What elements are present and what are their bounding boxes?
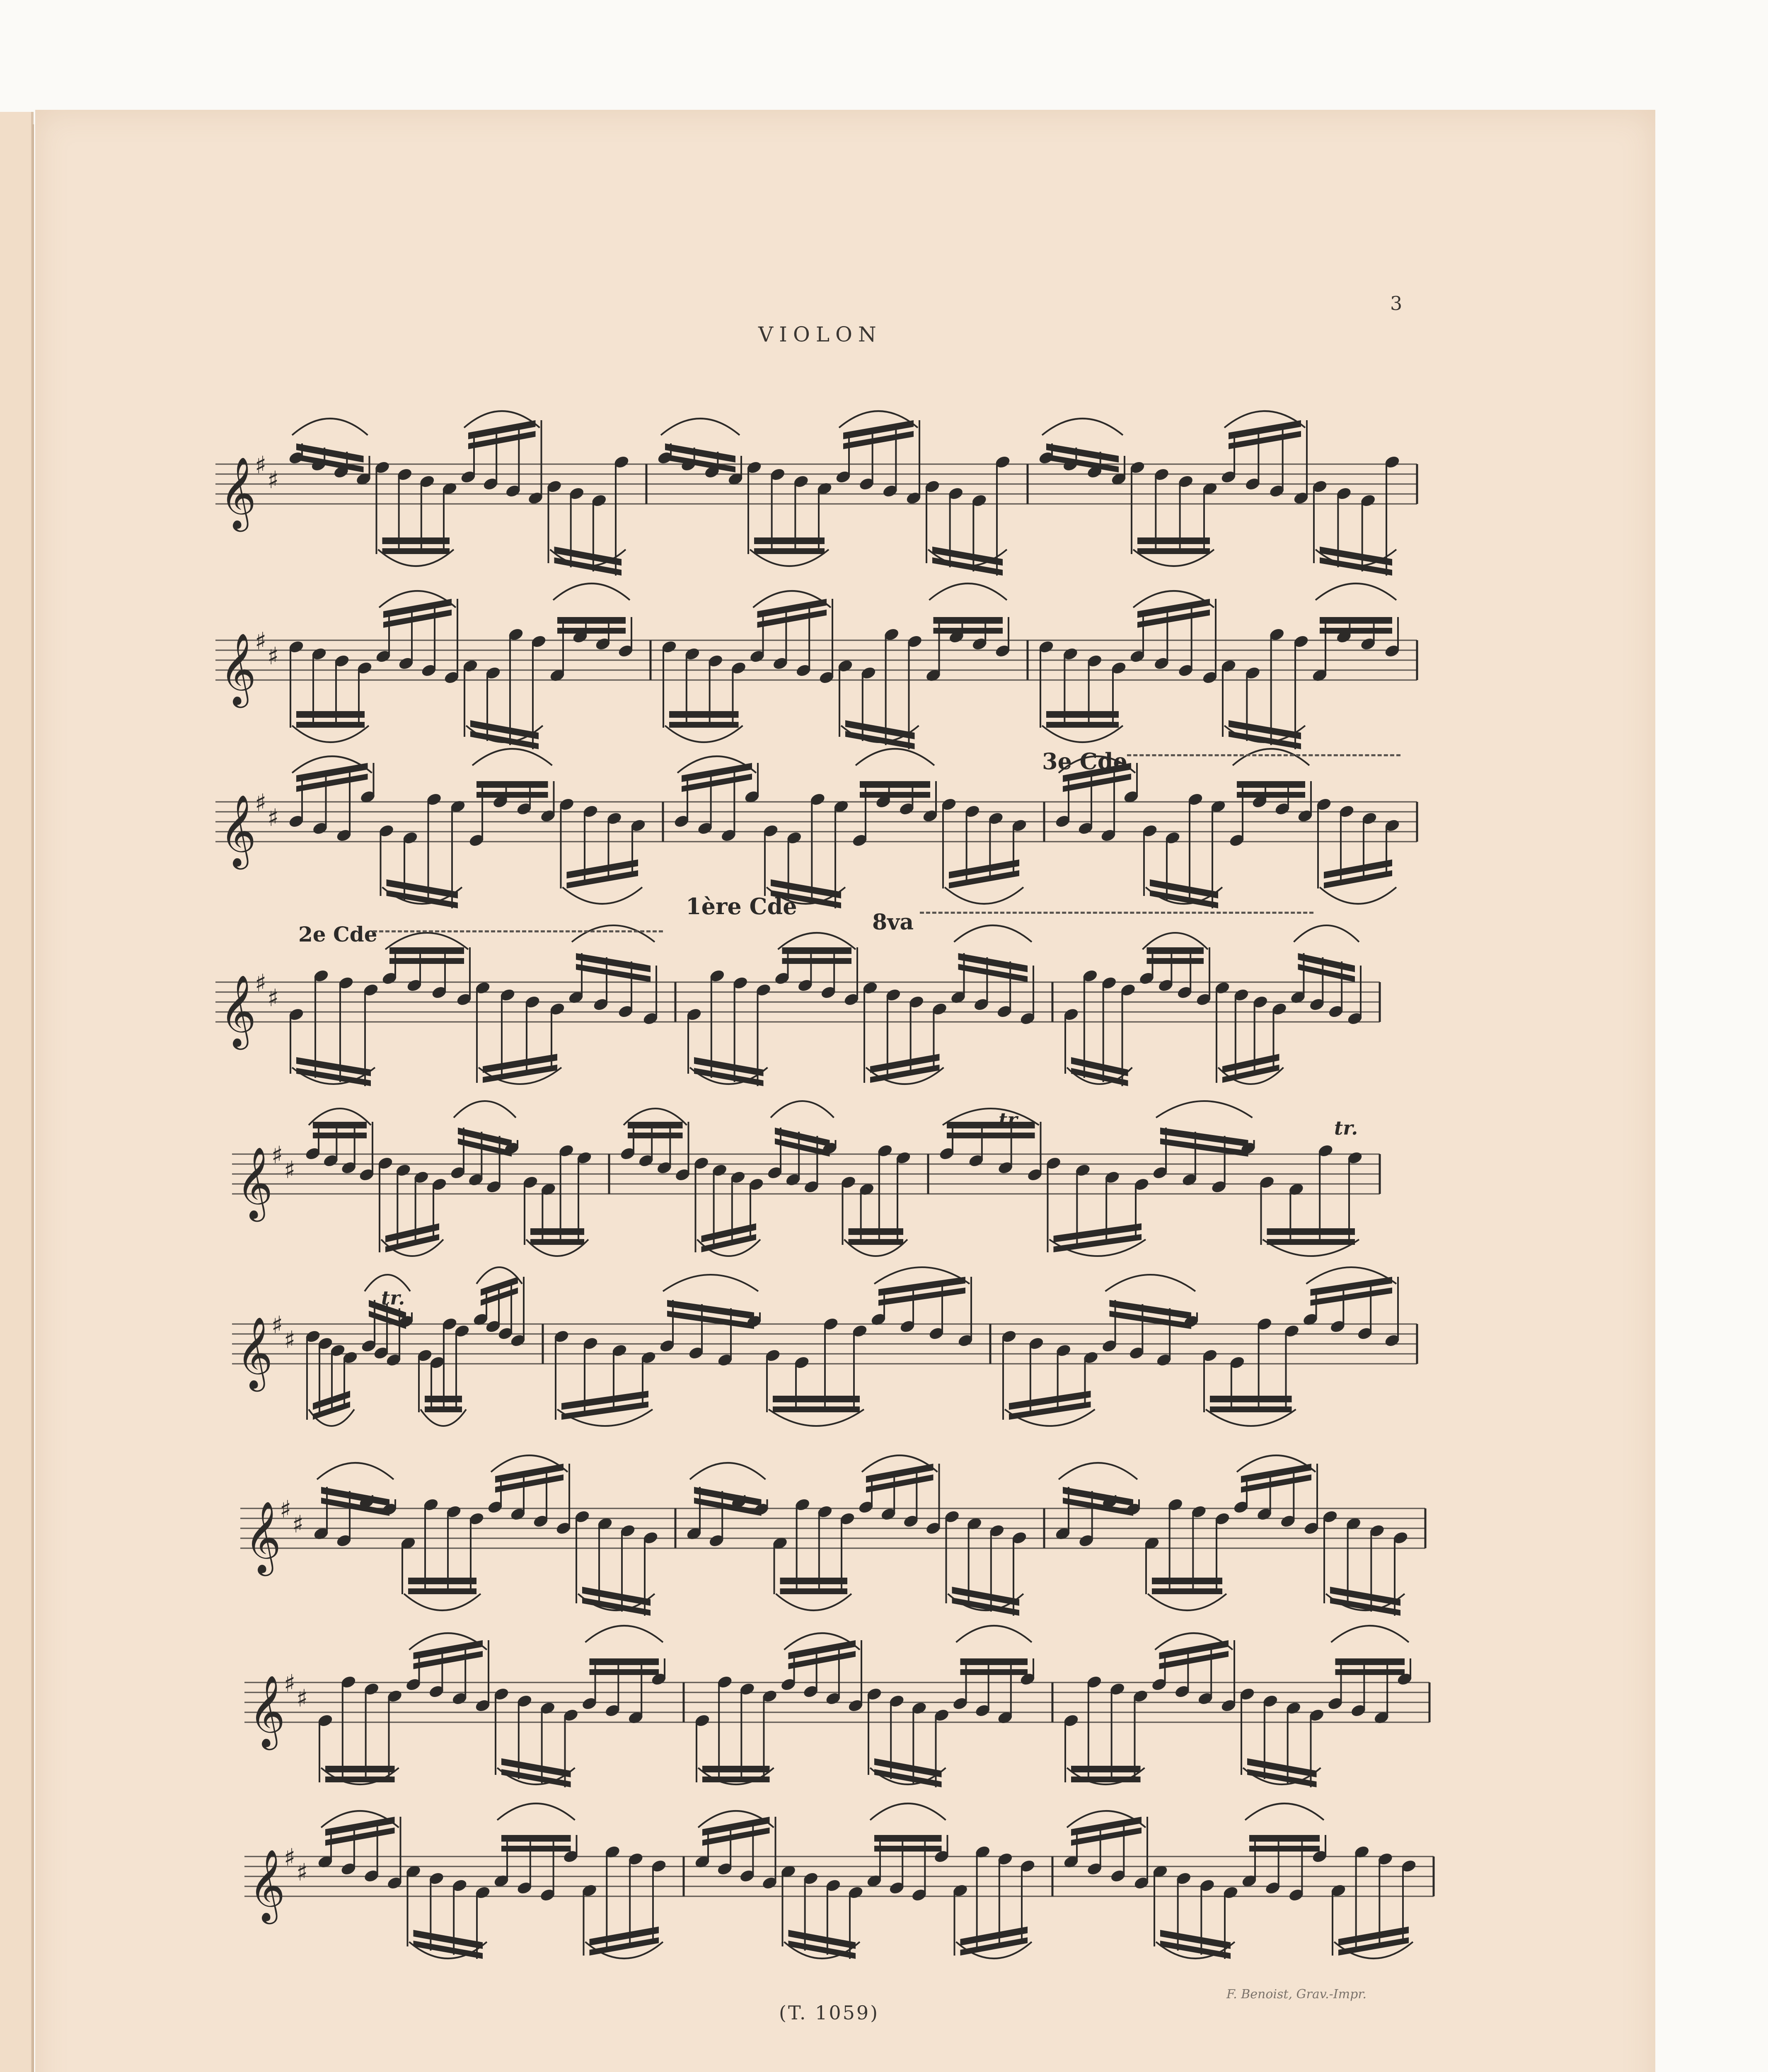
slur bbox=[1156, 1101, 1253, 1118]
note-beam bbox=[325, 1766, 395, 1772]
slur bbox=[954, 925, 1032, 942]
note-beam bbox=[628, 1133, 683, 1138]
note-beam bbox=[773, 1406, 860, 1412]
octave-marking: 8va bbox=[872, 910, 914, 935]
note-beam bbox=[1320, 628, 1392, 634]
slur bbox=[956, 1626, 1032, 1642]
note-beam bbox=[557, 617, 626, 624]
slur bbox=[771, 1101, 834, 1118]
slur bbox=[292, 726, 369, 742]
note-beam bbox=[669, 722, 739, 728]
key-signature-sharp-icon: ♯ bbox=[267, 804, 279, 832]
slur bbox=[776, 1594, 852, 1610]
slur bbox=[690, 1463, 766, 1479]
octave-extension-line bbox=[920, 912, 1313, 914]
slur bbox=[1148, 1594, 1226, 1610]
slur bbox=[856, 749, 934, 765]
treble-clef-icon: 𝄞 bbox=[220, 457, 256, 529]
slur bbox=[1294, 925, 1359, 942]
treble-clef-icon: 𝄞 bbox=[220, 633, 256, 705]
key-signature-sharp-icon: ♯ bbox=[284, 1326, 296, 1354]
slur bbox=[1233, 749, 1309, 765]
note-beam bbox=[557, 628, 626, 634]
treble-clef-icon: 𝄞 bbox=[249, 1849, 285, 1921]
slur bbox=[454, 1101, 516, 1118]
key-signature-sharp-icon: ♯ bbox=[255, 451, 267, 479]
key-signature-sharp-icon: ♯ bbox=[271, 1141, 283, 1169]
note-beam bbox=[1147, 958, 1204, 964]
slur bbox=[945, 887, 1023, 904]
key-signature-sharp-icon: ♯ bbox=[267, 642, 279, 670]
slur bbox=[1042, 419, 1123, 435]
note-beam bbox=[874, 1846, 942, 1852]
slur bbox=[1042, 726, 1123, 742]
note-beam bbox=[408, 1578, 476, 1584]
treble-clef-icon: 𝄞 bbox=[244, 1501, 281, 1573]
key-signature-sharp-icon: ♯ bbox=[255, 789, 267, 817]
note-beam bbox=[476, 781, 548, 788]
note-beam bbox=[874, 1835, 942, 1842]
slur bbox=[553, 583, 630, 600]
slur bbox=[778, 933, 856, 949]
note-beam bbox=[849, 1228, 904, 1235]
note-beam bbox=[530, 1239, 584, 1245]
slur bbox=[661, 419, 740, 435]
slur bbox=[1143, 933, 1208, 949]
slur bbox=[1331, 1626, 1409, 1642]
note-beam bbox=[389, 947, 464, 954]
note-beam bbox=[1320, 617, 1392, 624]
note-beam bbox=[389, 958, 464, 964]
trill-marking: tr. bbox=[381, 1287, 405, 1309]
treble-clef-icon: 𝄞 bbox=[236, 1317, 273, 1389]
note-beam bbox=[590, 1669, 659, 1675]
note-beam bbox=[382, 548, 450, 554]
note-beam bbox=[782, 958, 852, 964]
slur bbox=[665, 726, 743, 742]
key-signature-sharp-icon: ♯ bbox=[284, 1843, 296, 1871]
note-beam bbox=[849, 1239, 904, 1245]
note-beam bbox=[1046, 722, 1119, 728]
note-beam bbox=[590, 1658, 659, 1665]
note-beam bbox=[501, 1835, 571, 1842]
note-beam bbox=[780, 1588, 848, 1594]
note-beam bbox=[773, 1396, 860, 1402]
plate-number: (T. 1059) bbox=[779, 2002, 880, 2024]
treble-clef-icon: 𝄞 bbox=[220, 975, 256, 1047]
slur bbox=[292, 419, 368, 435]
note-beam bbox=[476, 792, 548, 798]
slur bbox=[385, 933, 468, 949]
note-beam bbox=[754, 548, 825, 554]
note-beam bbox=[408, 1588, 476, 1594]
page-number: 3 bbox=[1390, 292, 1403, 315]
note-beam bbox=[1071, 1766, 1141, 1772]
slur bbox=[1105, 1275, 1196, 1291]
slur bbox=[663, 1275, 758, 1291]
note-beam bbox=[530, 1228, 584, 1235]
key-signature-sharp-icon: ♯ bbox=[292, 1510, 304, 1538]
slur bbox=[497, 1803, 575, 1820]
treble-clef-icon: 𝄞 bbox=[249, 1675, 285, 1747]
key-signature-sharp-icon: ♯ bbox=[280, 1495, 292, 1523]
note-beam bbox=[1335, 1669, 1405, 1675]
slur bbox=[1316, 583, 1396, 600]
note-beam bbox=[1137, 548, 1210, 554]
slur bbox=[563, 887, 643, 904]
note-beam bbox=[1147, 947, 1204, 954]
note-beam bbox=[669, 711, 739, 718]
note-beam bbox=[934, 617, 1003, 624]
note-beam bbox=[1237, 792, 1305, 798]
note-beam bbox=[1335, 1658, 1405, 1665]
slur bbox=[870, 1803, 946, 1820]
note-beam bbox=[934, 628, 1003, 634]
position-marking-first: 1ère Cde bbox=[686, 893, 797, 920]
note-beam bbox=[754, 537, 825, 544]
slur bbox=[317, 1463, 394, 1479]
trill-marking: tr. bbox=[1334, 1117, 1358, 1139]
note-beam bbox=[313, 1133, 367, 1138]
key-signature-sharp-icon: ♯ bbox=[296, 1684, 308, 1712]
note-beam bbox=[960, 1658, 1028, 1665]
key-signature-sharp-icon: ♯ bbox=[255, 969, 267, 997]
key-signature-sharp-icon: ♯ bbox=[267, 466, 279, 494]
slur bbox=[585, 1626, 663, 1642]
note-beam bbox=[1152, 1578, 1222, 1584]
treble-clef-icon: 𝄞 bbox=[220, 794, 256, 867]
key-signature-sharp-icon: ♯ bbox=[267, 984, 279, 1012]
position-marking-second: 2e Cde bbox=[298, 922, 377, 946]
position-extension-line bbox=[373, 930, 663, 932]
note-beam bbox=[1267, 1239, 1355, 1245]
note-beam bbox=[1249, 1835, 1320, 1842]
slur bbox=[929, 583, 1007, 600]
slur bbox=[472, 749, 552, 765]
slur bbox=[1320, 887, 1396, 904]
position-marking-third: 3e Cde bbox=[1042, 748, 1127, 775]
note-beam bbox=[947, 1133, 1035, 1138]
note-beam bbox=[860, 781, 930, 788]
slur bbox=[1059, 1463, 1137, 1479]
note-beam bbox=[702, 1766, 770, 1772]
note-beam bbox=[382, 537, 450, 544]
key-signature-sharp-icon: ♯ bbox=[271, 1311, 283, 1339]
engraver-credit: F. Benoist, Grav.-Impr. bbox=[1226, 1987, 1367, 2002]
key-signature-sharp-icon: ♯ bbox=[284, 1669, 296, 1697]
note-beam bbox=[313, 1122, 367, 1128]
note-beam bbox=[1046, 711, 1119, 718]
note-beam bbox=[501, 1846, 571, 1852]
note-beam bbox=[1237, 781, 1305, 788]
key-signature-sharp-icon: ♯ bbox=[296, 1858, 308, 1886]
trill-marking: tr. bbox=[999, 1109, 1023, 1131]
treble-clef-icon: 𝄞 bbox=[236, 1147, 273, 1219]
note-beam bbox=[782, 947, 852, 954]
key-signature-sharp-icon: ♯ bbox=[255, 627, 267, 655]
slur bbox=[404, 1594, 481, 1610]
position-extension-line bbox=[1127, 754, 1400, 756]
note-beam bbox=[960, 1669, 1028, 1675]
key-signature-sharp-icon: ♯ bbox=[284, 1156, 296, 1184]
note-beam bbox=[1249, 1846, 1320, 1852]
slur bbox=[572, 925, 655, 942]
note-beam bbox=[628, 1122, 683, 1128]
slur bbox=[1245, 1803, 1324, 1820]
note-beam bbox=[1210, 1396, 1292, 1402]
note-beam bbox=[1137, 537, 1210, 544]
note-beam bbox=[780, 1578, 848, 1584]
note-beam bbox=[1152, 1588, 1222, 1594]
instrument-title: VIOLON bbox=[758, 322, 882, 346]
note-beam bbox=[860, 792, 930, 798]
note-beam bbox=[1210, 1406, 1292, 1412]
note-beam bbox=[1267, 1228, 1355, 1235]
note-beam bbox=[296, 722, 365, 728]
note-beam bbox=[296, 711, 365, 718]
